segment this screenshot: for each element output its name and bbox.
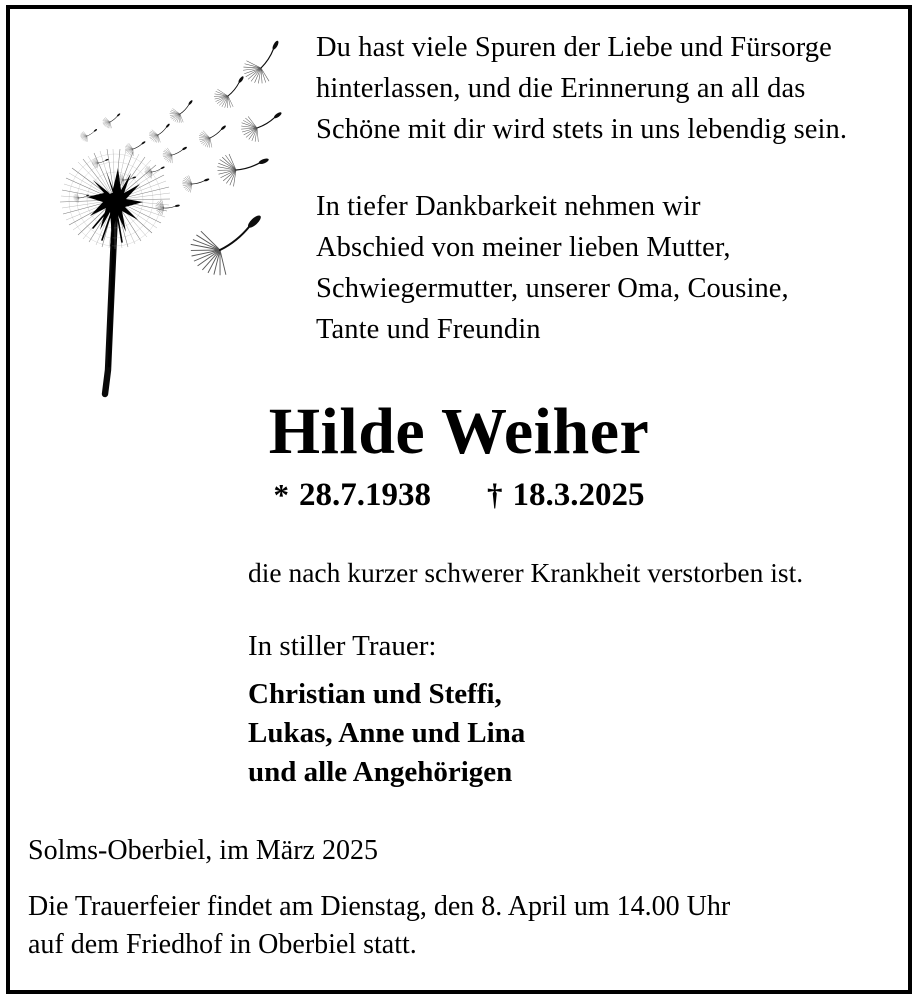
deceased-block [0, 396, 918, 513]
mourner-line-1: Christian und Steffi, [248, 678, 502, 710]
mourner-line-2: Lukas, Anne und Lina [248, 717, 526, 749]
verse-line-1: Du hast viele Spuren der Liebe und Fürsorge [316, 32, 832, 63]
asterisk-birth-icon: * [273, 477, 289, 512]
funeral-service-line-1: Die Trauerfeier findet am Dienstag, den 8. April um 14.00 Uhr [28, 891, 731, 922]
death-date-item [487, 477, 645, 513]
announcement-line-2: Abschied von meiner lieben Mutter, [316, 232, 731, 263]
announcement-text [316, 186, 890, 350]
funeral-service-line-2: auf dem Friedhof in Oberbiel statt. [28, 929, 417, 960]
death-date: 18.3.2025 [512, 477, 645, 513]
dandelion-icon [14, 18, 314, 400]
verse-line-3: Schöne mit dir wird stets in uns lebendig sein. [316, 114, 848, 145]
birth-date-item [274, 477, 432, 513]
mourner-line-3: und alle Angehörigen [248, 756, 513, 788]
deceased-name: Hilde Weiher [268, 395, 650, 468]
life-dates [0, 477, 918, 513]
funeral-service-info [28, 888, 894, 964]
dagger-cross-icon: † [487, 477, 503, 512]
mourners-list [248, 675, 525, 792]
verse-line-2: hinterlassen, und die Erinnerung an all das [316, 73, 806, 104]
memorial-verse [316, 27, 890, 150]
place-and-date: Solms-Oberbiel, im März 2025 [28, 835, 378, 866]
announcement-line-1: In tiefer Dankbarkeit nehmen wir [316, 191, 701, 222]
announcement-line-4: Tante und Freundin [316, 314, 541, 345]
passing-text: die nach kurzer schwerer Krankheit verstorben ist. [248, 557, 804, 588]
birth-date: 28.7.1938 [299, 477, 431, 513]
announcement-line-3: Schwiegermutter, unserer Oma, Cousine, [316, 273, 789, 304]
mourning-intro: In stiller Trauer: [248, 630, 437, 662]
